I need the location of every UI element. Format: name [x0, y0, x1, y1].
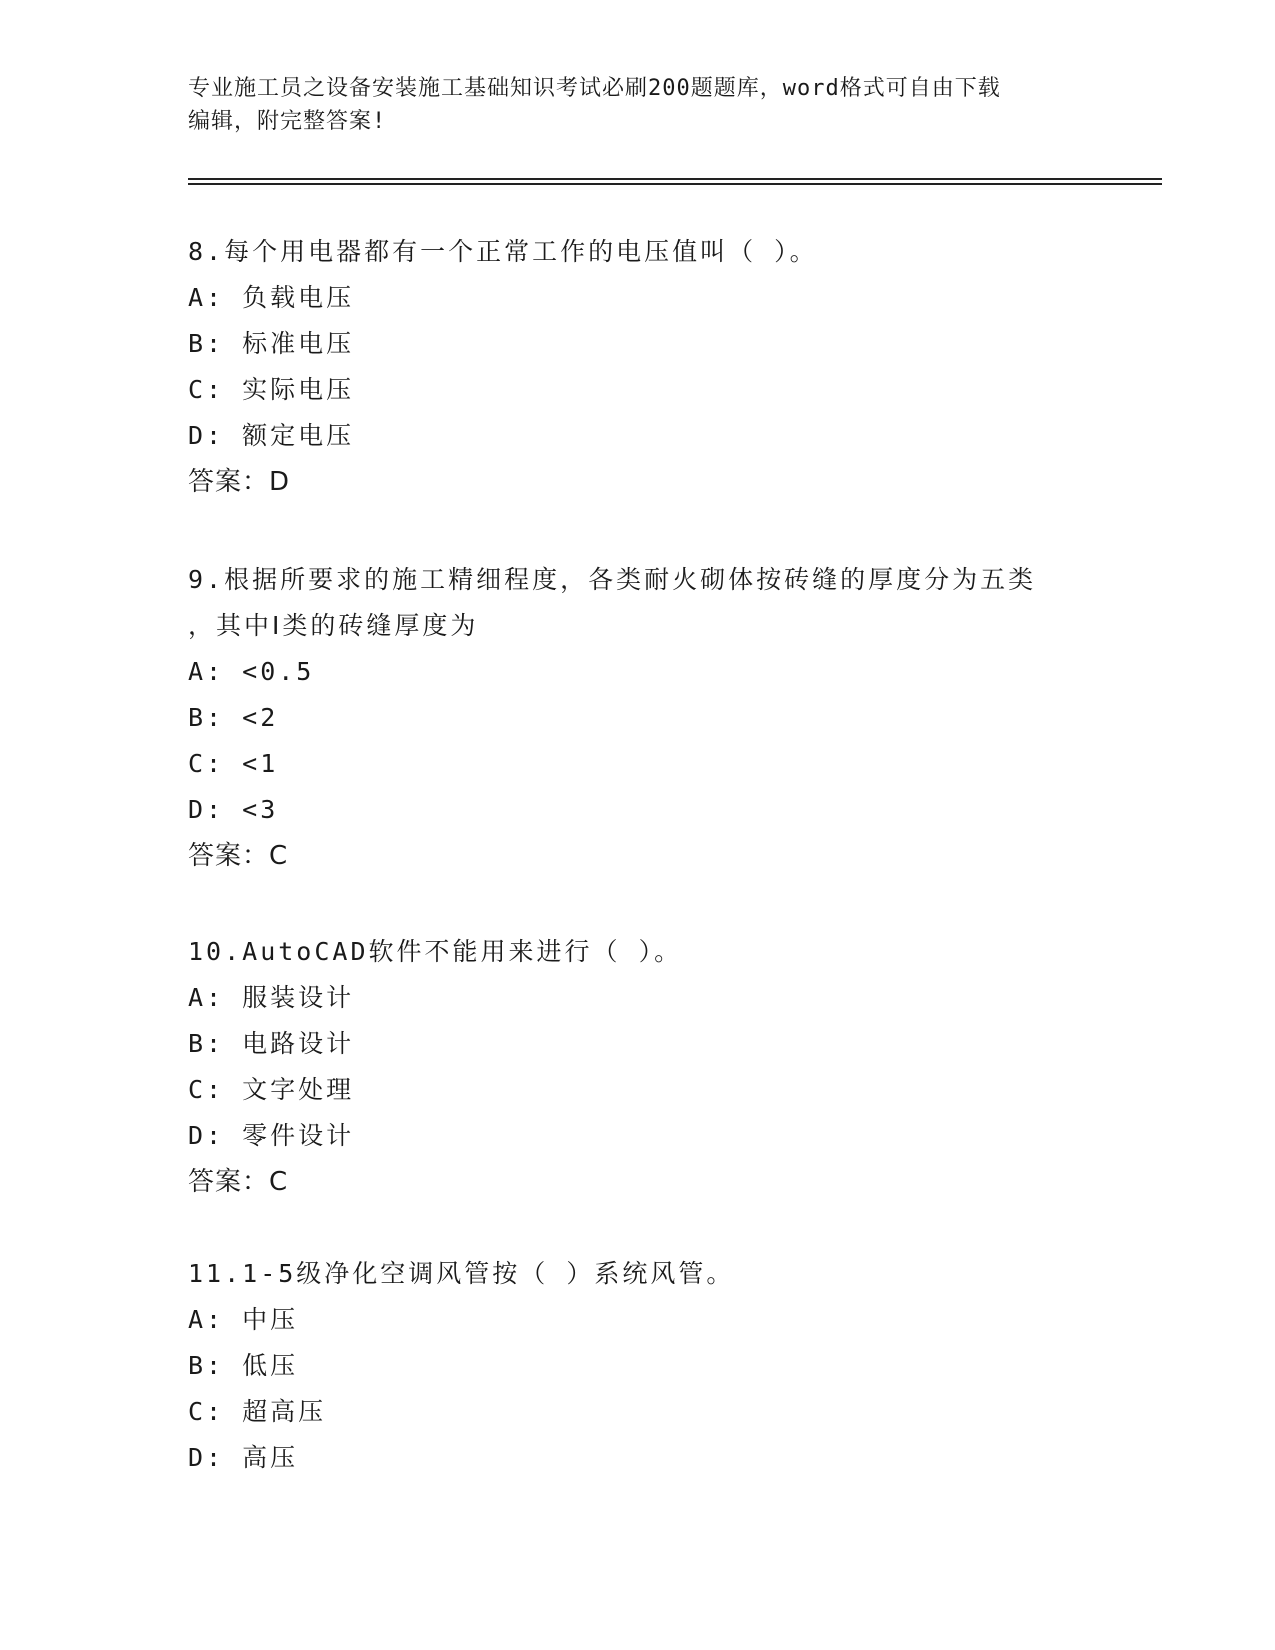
answer-line: 答案：D — [188, 467, 291, 497]
option-c: C: <1 — [188, 749, 279, 778]
option-a: A: <0.5 — [188, 657, 315, 686]
question-8 — [188, 229, 1088, 505]
question-9 — [188, 557, 1088, 879]
option-a: A: 服装设计 — [188, 983, 355, 1012]
question-stem: 8.每个用电器都有一个正常工作的电压值叫（ ）。 — [188, 237, 818, 266]
question-stem: 11.1-5级净化空调风管按（ ）系统风管。 — [188, 1259, 735, 1288]
header-line-2: 编辑，附完整答案! — [188, 109, 387, 134]
answer-line: 答案：C — [188, 841, 289, 871]
option-b: B: 电路设计 — [188, 1029, 355, 1058]
question-stem-continued: ，其中Ⅰ类的砖缝厚度为 — [188, 611, 479, 640]
question-10 — [188, 929, 1088, 1205]
question-stem: 9.根据所要求的施工精细程度，各类耐火砌体按砖缝的厚度分为五类 — [188, 565, 1037, 594]
question-stem: 10.AutoCAD软件不能用来进行（ ）。 — [188, 937, 683, 966]
question-11 — [188, 1251, 1088, 1481]
document-header — [188, 72, 1068, 138]
header-divider-bottom — [188, 183, 1162, 185]
option-c: C: 超高压 — [188, 1397, 327, 1426]
answer-line: 答案：C — [188, 1167, 289, 1197]
header-line-1: 专业施工员之设备安装施工基础知识考试必刷200题题库，word格式可自由下载 — [188, 76, 1001, 101]
option-b: B: 低压 — [188, 1351, 299, 1380]
option-d: D: 零件设计 — [188, 1121, 355, 1150]
option-b: B: <2 — [188, 703, 279, 732]
option-a: A: 中压 — [188, 1305, 299, 1334]
option-c: C: 实际电压 — [188, 375, 355, 404]
option-c: C: 文字处理 — [188, 1075, 355, 1104]
option-d: D: 高压 — [188, 1443, 299, 1472]
option-b: B: 标准电压 — [188, 329, 355, 358]
option-d: D: 额定电压 — [188, 421, 355, 450]
option-a: A: 负载电压 — [188, 283, 355, 312]
header-divider-top — [188, 178, 1162, 180]
option-d: D: <3 — [188, 795, 279, 824]
